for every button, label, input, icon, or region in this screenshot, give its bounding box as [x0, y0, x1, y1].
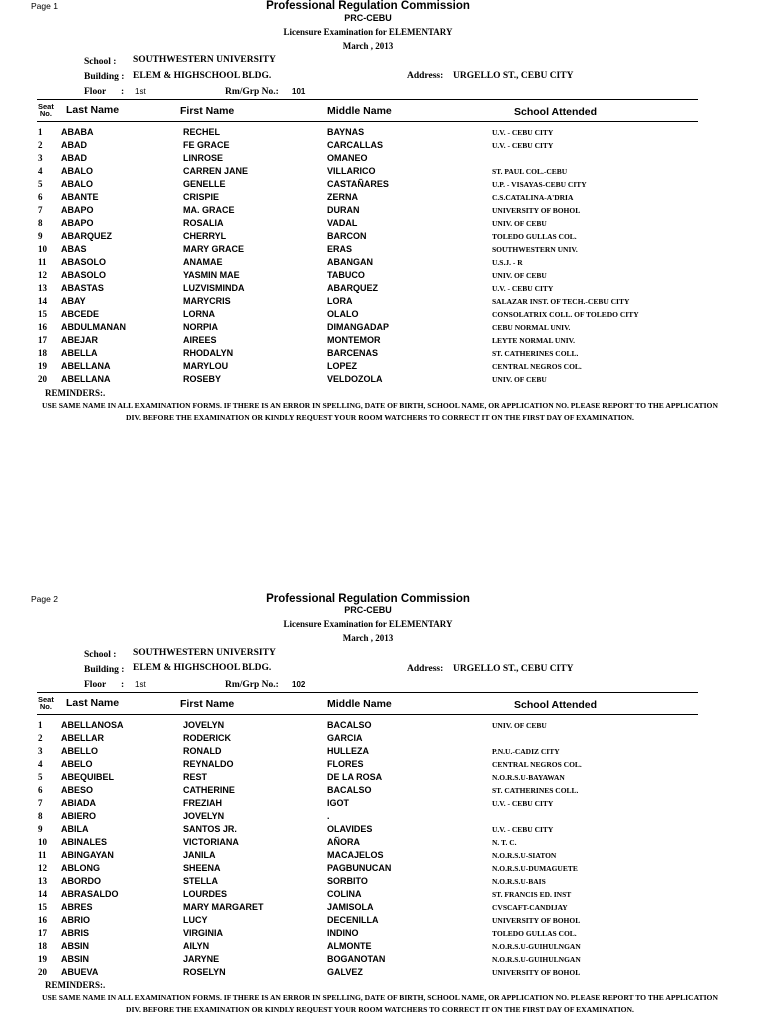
seat-number: 10 — [38, 244, 47, 254]
first-name: FE GRACE — [183, 140, 230, 150]
middle-name: LOPEZ — [327, 361, 358, 371]
middle-name: PAGBUNUCAN — [327, 863, 392, 873]
last-name: ABANTE — [61, 192, 99, 202]
table-row — [0, 824, 768, 837]
header-bottom-rule — [37, 121, 698, 122]
first-name: MARYLOU — [183, 361, 229, 371]
seat-number: 13 — [38, 283, 47, 293]
first-name: NORPIA — [183, 322, 219, 332]
school-attended: C.S.CATALINA-A'DRIA — [492, 193, 574, 202]
school-attended: CVSCAFT-CANDIJAY — [492, 903, 568, 912]
middle-name: ABARQUEZ — [327, 283, 378, 293]
first-name: LUZVISMINDA — [183, 283, 245, 293]
middle-name-header: Middle Name — [327, 105, 392, 117]
middle-name: ABANGAN — [327, 257, 373, 267]
table-row — [0, 153, 768, 166]
middle-name: CARCALLAS — [327, 140, 383, 150]
middle-name: ERAS — [327, 244, 353, 254]
seat-number: 17 — [38, 928, 47, 938]
last-name: ABELLANA — [61, 361, 111, 371]
first-name: ANAMAE — [183, 257, 223, 267]
middle-name: GARCIA — [327, 733, 363, 743]
seat-header-line1: Seat — [38, 695, 54, 704]
table-row — [0, 257, 768, 270]
last-name: ABAY — [61, 296, 86, 306]
floor-value: 1st — [135, 680, 146, 689]
last-name: ABELLO — [61, 746, 98, 756]
table-row — [0, 928, 768, 941]
reminders-label: REMINDERS:. — [45, 980, 106, 990]
school-attended: P.N.U.-CADIZ CITY — [492, 747, 560, 756]
building-label: Building : — [84, 72, 125, 82]
seat-number: 3 — [38, 153, 43, 163]
first-name: AIREES — [183, 335, 217, 345]
school-attended: UNIVERSITY OF BOHOL — [492, 916, 581, 925]
first-name: CARREN JANE — [183, 166, 249, 176]
school-attended: SOUTHWESTERN UNIV. — [492, 245, 578, 254]
middle-name: MONTEMOR — [327, 335, 381, 345]
table-row — [0, 283, 768, 296]
last-name: ABELO — [61, 759, 93, 769]
middle-name: LORA — [327, 296, 353, 306]
first-name: RODERICK — [183, 733, 232, 743]
table-row — [0, 361, 768, 374]
seat-number: 4 — [38, 759, 43, 769]
last-name: ABELLANOSA — [61, 720, 124, 730]
middle-name: OLALO — [327, 309, 359, 319]
room-label: Rm/Grp No.: — [225, 680, 279, 690]
table-row — [0, 746, 768, 759]
commission-title: Professional Regulation Commission — [266, 0, 470, 12]
seat-number: 9 — [38, 231, 43, 241]
school-attended: N.O.R.S.U-BAIS — [492, 877, 546, 886]
last-name: ABORDO — [61, 876, 101, 886]
table-row — [0, 192, 768, 205]
roster-page-1 — [0, 0, 768, 440]
table-row — [0, 335, 768, 348]
first-name-header: First Name — [180, 105, 235, 117]
middle-name: ZERNA — [327, 192, 358, 202]
table-row — [0, 798, 768, 811]
first-name: REST — [183, 772, 208, 782]
table-row — [0, 140, 768, 153]
first-name: VIRGINIA — [183, 928, 224, 938]
last-name: ABELLA — [61, 348, 98, 358]
floor-label: Floor — [84, 87, 107, 97]
last-name: ABARQUEZ — [61, 231, 112, 241]
middle-name: VADAL — [327, 218, 358, 228]
table-row — [0, 759, 768, 772]
last-name: ABAD — [61, 153, 87, 163]
seat-number: 5 — [38, 772, 43, 782]
school-attended: U.S.J. - R — [492, 258, 523, 267]
middle-name: DURAN — [327, 205, 360, 215]
seat-number: 8 — [38, 811, 43, 821]
seat-number: 2 — [38, 733, 43, 743]
address-value: URGELLO ST., CEBU CITY — [453, 71, 574, 81]
last-name-header: Last Name — [66, 697, 120, 709]
first-name: SANTOS JR. — [183, 824, 237, 834]
middle-name: GALVEZ — [327, 967, 363, 977]
last-name: ABDULMANAN — [61, 322, 126, 332]
last-name: ABEQUIBEL — [61, 772, 115, 782]
seat-column-header — [38, 696, 54, 710]
middle-name: BACALSO — [327, 720, 372, 730]
seat-number: 12 — [38, 863, 47, 873]
table-row — [0, 179, 768, 192]
table-row — [0, 348, 768, 361]
seat-header-line1: Seat — [38, 102, 54, 111]
school-attended: U.V. - CEBU CITY — [492, 141, 554, 150]
middle-name: DECENILLA — [327, 915, 379, 925]
middle-name-header: Middle Name — [327, 698, 392, 710]
last-name: ABSIN — [61, 941, 90, 951]
table-row — [0, 915, 768, 928]
last-name: ABINGAYAN — [61, 850, 114, 860]
seat-number: 20 — [38, 374, 47, 384]
first-name: LUCY — [183, 915, 208, 925]
school-attended: UNIV. OF CEBU — [492, 721, 547, 730]
first-name: YASMIN MAE — [183, 270, 240, 280]
building-value: ELEM & HIGHSCHOOL BLDG. — [133, 663, 272, 673]
seat-header-line2: No. — [39, 109, 52, 118]
last-name: ABASOLO — [61, 270, 106, 280]
seat-column-header — [38, 103, 54, 117]
table-row — [0, 166, 768, 179]
first-name: MARY GRACE — [183, 244, 245, 254]
seat-number: 18 — [38, 941, 47, 951]
address-label: Address: — [407, 664, 444, 674]
table-row — [0, 231, 768, 244]
school-attended-header: School Attended — [514, 106, 598, 118]
first-name: MARY MARGARET — [183, 902, 264, 912]
seat-number: 7 — [38, 798, 43, 808]
reminders-label: REMINDERS:. — [45, 388, 106, 398]
first-name-header: First Name — [180, 698, 235, 710]
header-top-rule — [37, 99, 698, 100]
first-name: LORNA — [183, 309, 215, 319]
first-name: SHEENA — [183, 863, 221, 873]
seat-number: 6 — [38, 785, 43, 795]
page-number: Page 2 — [31, 594, 58, 604]
middle-name: DIMANGADAP — [327, 322, 389, 332]
seat-number: 19 — [38, 361, 47, 371]
first-name: MA. GRACE — [183, 205, 235, 215]
middle-name: AÑORA — [327, 837, 360, 847]
table-row — [0, 772, 768, 785]
last-name: ABIADA — [61, 798, 96, 808]
seat-number: 13 — [38, 876, 47, 886]
school-value: SOUTHWESTERN UNIVERSITY — [133, 648, 276, 658]
last-name: ABRASALDO — [61, 889, 119, 899]
table-row — [0, 733, 768, 746]
first-name: ROSEBY — [183, 374, 222, 384]
seat-number: 15 — [38, 902, 47, 912]
first-name: LINROSE — [183, 153, 224, 163]
table-row — [0, 374, 768, 387]
middle-name: ALMONTE — [327, 941, 372, 951]
middle-name: BACALSO — [327, 785, 372, 795]
last-name: ABSIN — [61, 954, 90, 964]
school-attended: CEBU NORMAL UNIV. — [492, 323, 571, 332]
seat-number: 10 — [38, 837, 47, 847]
last-name: ABELLANA — [61, 374, 111, 384]
last-name: ABEJAR — [61, 335, 99, 345]
middle-name: IGOT — [327, 798, 349, 808]
school-attended: UNIVERSITY OF BOHOL — [492, 206, 581, 215]
table-row — [0, 720, 768, 733]
table-row — [0, 889, 768, 902]
table-row — [0, 296, 768, 309]
header-top-rule — [37, 692, 698, 693]
school-attended: N.O.R.S.U-GUIHULNGAN — [492, 955, 581, 964]
roster-page-2 — [0, 593, 768, 1033]
first-name: REYNALDO — [183, 759, 234, 769]
school-attended: ST. CATHERINES COLL. — [492, 349, 579, 358]
first-name: GENELLE — [183, 179, 226, 189]
last-name: ABASOLO — [61, 257, 106, 267]
reminders-text: USE SAME NAME IN ALL EXAMINATION FORMS. IF THERE IS AN ERROR IN SPELLING, DATE OF BIRTH, SCHOOL NAME, OR APPLICATION NO. PLEASE REPORT TO THE APPLICATION DIV. BEFORE THE EXAMINATION OR KINDLY REQUEST YOUR ROOM WATCHERS TO CORRECT IT ON THE FIRST DAY OF EXAMINATION. — [42, 401, 718, 422]
seat-number: 2 — [38, 140, 43, 150]
seat-number: 11 — [38, 257, 47, 267]
last-name: ABILA — [61, 824, 89, 834]
seat-number: 8 — [38, 218, 43, 228]
middle-name: CASTAÑARES — [327, 179, 389, 189]
school-attended: CENTRAL NEGROS COL. — [492, 362, 582, 371]
floor-colon: : — [121, 87, 125, 97]
last-name-header: Last Name — [66, 104, 120, 116]
middle-name: JAMISOLA — [327, 902, 374, 912]
table-row — [0, 902, 768, 915]
school-attended: TOLEDO GULLAS COL. — [492, 929, 577, 938]
middle-name: VELDOZOLA — [327, 374, 383, 384]
school-value: SOUTHWESTERN UNIVERSITY — [133, 55, 276, 65]
floor-label: Floor — [84, 680, 107, 690]
last-name: ABLONG — [61, 863, 100, 873]
school-attended: ST. FRANCIS ED. INST — [492, 890, 572, 899]
seat-number: 16 — [38, 322, 47, 332]
last-name: ABAPO — [61, 218, 94, 228]
first-name: FREZIAH — [183, 798, 222, 808]
table-row — [0, 967, 768, 980]
exam-date: March , 2013 — [342, 41, 394, 51]
school-label: School : — [84, 650, 117, 660]
school-attended: UNIV. OF CEBU — [492, 271, 547, 280]
table-row — [0, 205, 768, 218]
seat-number: 1 — [38, 127, 43, 137]
last-name: ABABA — [61, 127, 94, 137]
middle-name: INDINO — [327, 928, 359, 938]
last-name: ABASTAS — [61, 283, 104, 293]
first-name: CRISPIE — [183, 192, 220, 202]
seat-number: 11 — [38, 850, 47, 860]
school-label: School : — [84, 57, 117, 67]
building-value: ELEM & HIGHSCHOOL BLDG. — [133, 71, 272, 81]
table-row — [0, 954, 768, 967]
address-label: Address: — [407, 71, 444, 81]
exam-date: March , 2013 — [342, 633, 394, 643]
last-name: ABCEDE — [61, 309, 100, 319]
middle-name: OLAVIDES — [327, 824, 373, 834]
school-attended: U.V. - CEBU CITY — [492, 284, 554, 293]
last-name: ABIERO — [61, 811, 97, 821]
exam-title: Licensure Examination for ELEMENTARY — [283, 27, 453, 37]
office-name: PRC-CEBU — [344, 13, 392, 23]
page-number: Page 1 — [31, 1, 58, 11]
last-name: ABESO — [61, 785, 94, 795]
last-name: ABUEVA — [61, 967, 99, 977]
seat-number: 12 — [38, 270, 47, 280]
school-attended: UNIV. OF CEBU — [492, 375, 547, 384]
room-value: 102 — [292, 680, 306, 689]
room-label: Rm/Grp No.: — [225, 87, 279, 97]
middle-name: TABUCO — [327, 270, 365, 280]
office-name: PRC-CEBU — [344, 605, 392, 615]
floor-colon: : — [121, 680, 125, 690]
school-attended: ST. PAUL COL.-CEBU — [492, 167, 568, 176]
exam-title: Licensure Examination for ELEMENTARY — [283, 619, 453, 629]
seat-number: 15 — [38, 309, 47, 319]
table-row — [0, 837, 768, 850]
last-name: ABRIS — [61, 928, 90, 938]
last-name: ABELLAR — [61, 733, 104, 743]
seat-number: 17 — [38, 335, 47, 345]
table-row — [0, 811, 768, 824]
seat-number: 18 — [38, 348, 47, 358]
seat-number: 14 — [38, 889, 47, 899]
room-value: 101 — [292, 87, 306, 96]
school-attended: ST. CATHERINES COLL. — [492, 786, 579, 795]
seat-number: 16 — [38, 915, 47, 925]
seat-number: 4 — [38, 166, 43, 176]
middle-name: BARCENAS — [327, 348, 379, 358]
last-name: ABALO — [61, 179, 93, 189]
school-attended: N.O.R.S.U-GUIHULNGAN — [492, 942, 581, 951]
table-row — [0, 270, 768, 283]
last-name: ABAD — [61, 140, 87, 150]
table-row — [0, 218, 768, 231]
table-row — [0, 244, 768, 257]
school-attended: SALAZAR INST. OF TECH.-CEBU CITY — [492, 297, 630, 306]
school-attended: TOLEDO GULLAS COL. — [492, 232, 577, 241]
middle-name: VILLARICO — [327, 166, 376, 176]
seat-number: 14 — [38, 296, 47, 306]
last-name: ABINALES — [61, 837, 108, 847]
seat-number: 9 — [38, 824, 43, 834]
middle-name: FLORES — [327, 759, 364, 769]
school-attended: N. T. C. — [492, 838, 517, 847]
seat-header-line2: No. — [39, 702, 52, 711]
middle-name: . — [327, 811, 330, 821]
school-attended: UNIVERSITY OF BOHOL — [492, 968, 581, 977]
last-name: ABALO — [61, 166, 93, 176]
table-row — [0, 127, 768, 140]
middle-name: MACAJELOS — [327, 850, 384, 860]
first-name: ROSALIA — [183, 218, 224, 228]
school-attended: U.V. - CEBU CITY — [492, 128, 554, 137]
table-row — [0, 941, 768, 954]
first-name: CHERRYL — [183, 231, 227, 241]
seat-number: 19 — [38, 954, 47, 964]
school-attended: N.O.R.S.U-SIATON — [492, 851, 557, 860]
building-label: Building : — [84, 665, 125, 675]
commission-title: Professional Regulation Commission — [266, 593, 470, 605]
table-row — [0, 309, 768, 322]
reminders-text: USE SAME NAME IN ALL EXAMINATION FORMS. IF THERE IS AN ERROR IN SPELLING, DATE OF BIRTH, SCHOOL NAME, OR APPLICATION NO. PLEASE REPORT TO THE APPLICATION DIV. BEFORE THE EXAMINATION OR KINDLY REQUEST YOUR ROOM WATCHERS TO CORRECT IT ON THE FIRST DAY OF EXAMINATION. — [42, 993, 718, 1014]
school-attended: N.O.R.S.U-DUMAGUETE — [492, 864, 578, 873]
first-name: JOVELYN — [183, 811, 225, 821]
first-name: RECHEL — [183, 127, 221, 137]
seat-number: 5 — [38, 179, 43, 189]
last-name: ABAPO — [61, 205, 94, 215]
table-row — [0, 876, 768, 889]
first-name: RONALD — [183, 746, 222, 756]
seat-number: 6 — [38, 192, 43, 202]
seat-number: 7 — [38, 205, 43, 215]
school-attended: UNIV. OF CEBU — [492, 219, 547, 228]
middle-name: BARCON — [327, 231, 367, 241]
table-row — [0, 850, 768, 863]
first-name: JARYNE — [183, 954, 220, 964]
middle-name: SORBITO — [327, 876, 368, 886]
first-name: JOVELYN — [183, 720, 225, 730]
table-row — [0, 785, 768, 798]
seat-number: 1 — [38, 720, 43, 730]
school-attended: U.P. - VISAYAS-CEBU CITY — [492, 180, 587, 189]
table-row — [0, 322, 768, 335]
middle-name: COLINA — [327, 889, 362, 899]
first-name: ROSELYN — [183, 967, 226, 977]
school-attended: N.O.R.S.U-BAYAWAN — [492, 773, 565, 782]
address-value: URGELLO ST., CEBU CITY — [453, 664, 574, 674]
table-row — [0, 863, 768, 876]
seat-number: 3 — [38, 746, 43, 756]
school-attended-header: School Attended — [514, 699, 598, 711]
middle-name: BAYNAS — [327, 127, 365, 137]
first-name: VICTORIANA — [183, 837, 239, 847]
school-attended: U.V. - CEBU CITY — [492, 799, 554, 808]
first-name: JANILA — [183, 850, 216, 860]
last-name: ABAS — [61, 244, 87, 254]
school-attended: U.V. - CEBU CITY — [492, 825, 554, 834]
middle-name: HULLEZA — [327, 746, 369, 756]
first-name: STELLA — [183, 876, 218, 886]
middle-name: OMANEO — [327, 153, 368, 163]
seat-number: 20 — [38, 967, 47, 977]
first-name: RHODALYN — [183, 348, 234, 358]
first-name: CATHERINE — [183, 785, 235, 795]
floor-value: 1st — [135, 87, 146, 96]
school-attended: LEYTE NORMAL UNIV. — [492, 336, 576, 345]
first-name: AILYN — [183, 941, 210, 951]
last-name: ABRES — [61, 902, 93, 912]
middle-name: BOGANOTAN — [327, 954, 386, 964]
first-name: LOURDES — [183, 889, 228, 899]
middle-name: DE LA ROSA — [327, 772, 383, 782]
last-name: ABRIO — [61, 915, 90, 925]
school-attended: CONSOLATRIX COLL. OF TOLEDO CITY — [492, 310, 639, 319]
first-name: MARYCRIS — [183, 296, 231, 306]
school-attended: CENTRAL NEGROS COL. — [492, 760, 582, 769]
header-bottom-rule — [37, 714, 698, 715]
